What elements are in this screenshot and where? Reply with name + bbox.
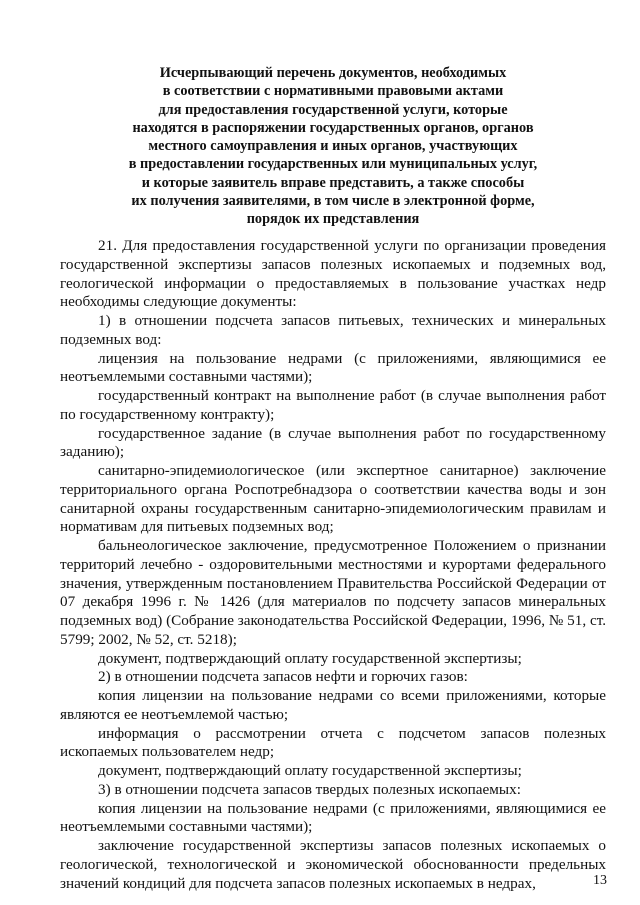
paragraph: 1) в отношении подсчета запасов питьевых, технических и минеральных подземных вод: (60, 312, 606, 348)
section-title (60, 64, 606, 229)
paragraph: копия лицензии на пользование недрами со всеми приложениями, которые являются ее неотъемлемой частью; (60, 687, 606, 723)
title-line: находятся в распоряжении государственных органов, органов (132, 119, 534, 136)
paragraph: 3) в отношении подсчета запасов твердых полезных ископаемых: (98, 780, 521, 798)
paragraph: документ, подтверждающий оплату государственной экспертизы; (98, 762, 522, 779)
title-line: порядок их представления (246, 211, 420, 228)
paragraph: информация о рассмотрении отчета с подсчетом запасов полезных ископаемых пользователем недр; (60, 724, 606, 761)
document-body (60, 237, 606, 893)
title-line: в предоставлении государственных или муниципальных услуг, (128, 156, 538, 173)
paragraph: заключение государственной экспертизы запасов полезных ископаемых о геологической, технологической и экономической обоснованности предельных значений кондиций для подсчета запасов полезных ископаемых в недрах, (60, 837, 606, 892)
paragraph: государственное задание (в случае выполнения работ по государственному заданию); (60, 424, 606, 461)
paragraph: 2) в отношении подсчета запасов нефти и горючих газов: (98, 668, 468, 686)
title-line: для предоставления государственной услуги, которые (158, 101, 508, 118)
title-line: и которые заявитель вправе представить, а также способы (141, 174, 525, 191)
paragraph: документ, подтверждающий оплату государственной экспертизы; (98, 649, 522, 667)
paragraph: копия лицензии на пользование недрами (с приложениями, являющимися ее неотъемлемыми составными частями); (60, 799, 606, 836)
title-line: Исчерпывающий перечень документов, необходимых (159, 65, 507, 81)
paragraph: государственный контракт на выполнение работ (в случае выполнения работ по государственному контракту); (60, 387, 606, 423)
paragraph: санитарно-эпидемиологическое (или экспертное санитарное) заключение территориального органа Роспотребнадзора о соответствии качества воды и зон санитарной охраны государственным санитарно-эпидемиологическим правилам и нормативам для питьевых подземных вод; (60, 462, 606, 536)
page-number: 13 (593, 873, 607, 888)
paragraph: бальнеологическое заключение, предусмотренное Положением о признании территорий лечебно - оздоровительными местностями и курортами федерального значения, утвержденным постановлением Правительства Российской Федерации от 07 декабря 1996 г. № 1426 (для материалов по подсчету запасов минеральных подземных вод) (Собрание законодательства Российской Федерации, 1996, № 51, ст. 5799; 2002, № 52, ст. 5218); (60, 537, 606, 648)
title-line: местного самоуправления и иных органов, участвующих (148, 138, 518, 155)
paragraph: лицензия на пользование недрами (с приложениями, являющимися ее неотъемлемыми составными частями); (60, 349, 606, 386)
title-line: в соответствии с нормативными правовыми актами (162, 83, 504, 100)
title-line: их получения заявителями, в том числе в электронной форме, (131, 193, 535, 210)
paragraph: 21. Для предоставления государственной услуги по организации проведения государственной экспертизы запасов полезных ископаемых и подземных вод, геологической информации о предоставляемых в пользование участках недр необходимы следующие документы: (60, 237, 606, 311)
